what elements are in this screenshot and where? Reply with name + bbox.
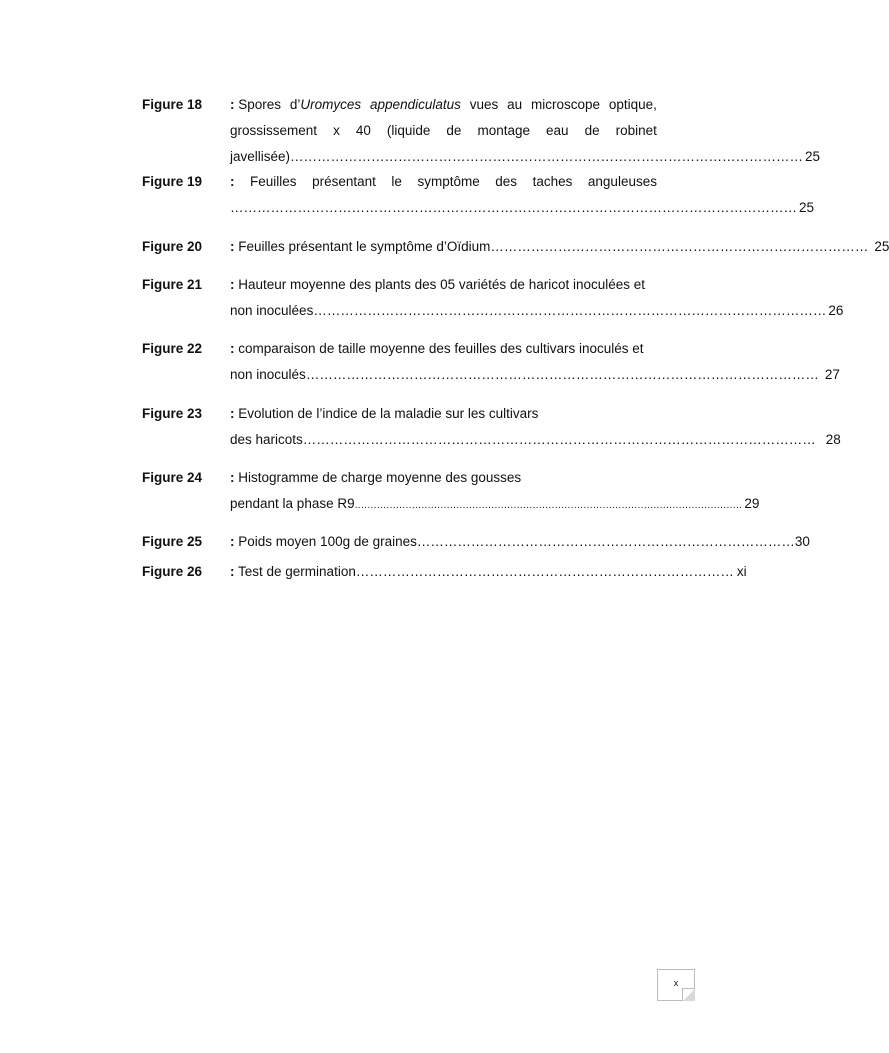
entry-line [230,564,747,580]
entry-word: robinet [615,123,657,138]
dot-leader: …………………………………………………………………………………………………… [305,367,819,382]
page-ref: 26 [828,303,844,318]
entry-line [230,303,844,319]
entry-word: microscope [531,97,601,112]
entry-word: taches [532,174,573,189]
entry-title: Feuilles présentant le symptôme d’Oïdium [238,239,491,254]
entry-title: Poids moyen 100g de graines [238,534,417,549]
figure-label: Figure 21 [142,277,203,292]
figure-label: Figure 24 [142,470,203,485]
dot-leader: ………………………………………………………………………… [490,239,869,254]
entry-line [230,97,657,113]
entry-line [230,534,810,550]
figure-label: Figure 18 [142,97,203,112]
entry-colon: : [230,534,235,549]
entry-line [230,432,841,448]
entry-text: pendant la phase R9 [230,496,355,511]
entry-word: au [507,97,523,112]
entry-word: x [333,123,340,138]
figure-label: Figure 25 [142,534,203,549]
figure-label: Figure 19 [142,174,203,189]
page-ref: 25 [805,149,821,164]
entry-text [230,564,356,580]
page-curl-icon [682,988,695,1001]
entry-text [230,534,417,550]
dot-leader: ……………………………………………………………………………………………………………… [230,200,797,215]
entry-word: de [446,123,462,138]
figure-label: Figure 20 [142,239,203,254]
entry-colon: : [230,470,235,485]
entry-word: présentant [312,174,376,189]
page-ref: 27 [824,367,840,382]
page-ref: 25 [874,239,889,254]
entry-line [230,406,657,422]
entry-word: de [584,123,600,138]
figure-label: Figure 23 [142,406,203,421]
entry-line [230,277,657,293]
entry-text: non inoculés [230,367,306,382]
entry-title: Test de germination [238,564,356,579]
dot-leader: …………………………………………………………………………………………………… [290,149,804,164]
entry-word: le [391,174,402,189]
entry-line [230,367,840,383]
figure-label: Figure 26 [142,564,203,579]
entry-text [230,239,490,255]
entry-text: des haricots [230,432,303,447]
page-ref: 30 [794,534,810,549]
page-ref: 29 [744,496,760,511]
entry-word: anguleuses [587,174,657,189]
entry-title: comparaison de taille moyenne des feuilles des cultivars inoculés et [238,341,644,356]
entry-title: Evolution de l’indice de la maladie sur les cultivars [238,406,539,421]
entry-text: non inoculées [230,303,314,318]
dot-leader: …………………………………………………………………………………………………… [302,432,816,447]
entry-word: grossissement [230,123,318,138]
entry-word: symptôme [417,174,480,189]
entry-line [230,174,657,190]
entry-word: 40 [355,123,371,138]
entry-word: : [230,174,235,189]
entry-colon: : [230,277,235,292]
entry-colon: : [230,239,235,254]
entry-line [230,470,657,486]
entry-word: des [495,174,518,189]
dot-leader: ………………………………………………………………………… [416,534,795,549]
page-ref: xi [736,564,747,579]
entry-word: Feuilles [250,174,297,189]
entry-line [230,123,657,139]
entry-colon: : [230,564,235,579]
entry-line [230,149,821,165]
entry-colon: : [230,406,235,421]
entry-colon: : [230,341,235,356]
page-ref: 28 [825,432,841,447]
figure-label: Figure 22 [142,341,203,356]
entry-title: Histogramme de charge moyenne des gousses [238,470,522,485]
entry-word: vues [469,97,499,112]
entry-word: : Spores [230,97,282,112]
entry-word: (liquide [386,123,431,138]
dot-leader: …………………………………………………………………………………………………… [313,303,827,318]
entry-word: d’Uromyces [289,97,362,112]
entry-word: optique, [608,97,657,112]
entry-line [230,496,760,514]
page-number-box [657,969,695,1001]
entry-line [230,239,889,255]
dot-leader: .......................................................................................................................... [354,500,743,511]
entry-word: montage [477,123,531,138]
entry-line [230,200,815,216]
entry-word: eau [546,123,569,138]
entry-word: appendiculatus [370,97,461,112]
entry-line [230,341,657,357]
page-number: x [673,978,679,988]
page-ref: 25 [799,200,815,215]
entry-text: javellisée) [230,149,291,164]
entry-title: Hauteur moyenne des plants des 05 variétés de haricot inoculées et [238,277,646,292]
dot-leader: ………………………………………………………………………… [355,564,734,579]
